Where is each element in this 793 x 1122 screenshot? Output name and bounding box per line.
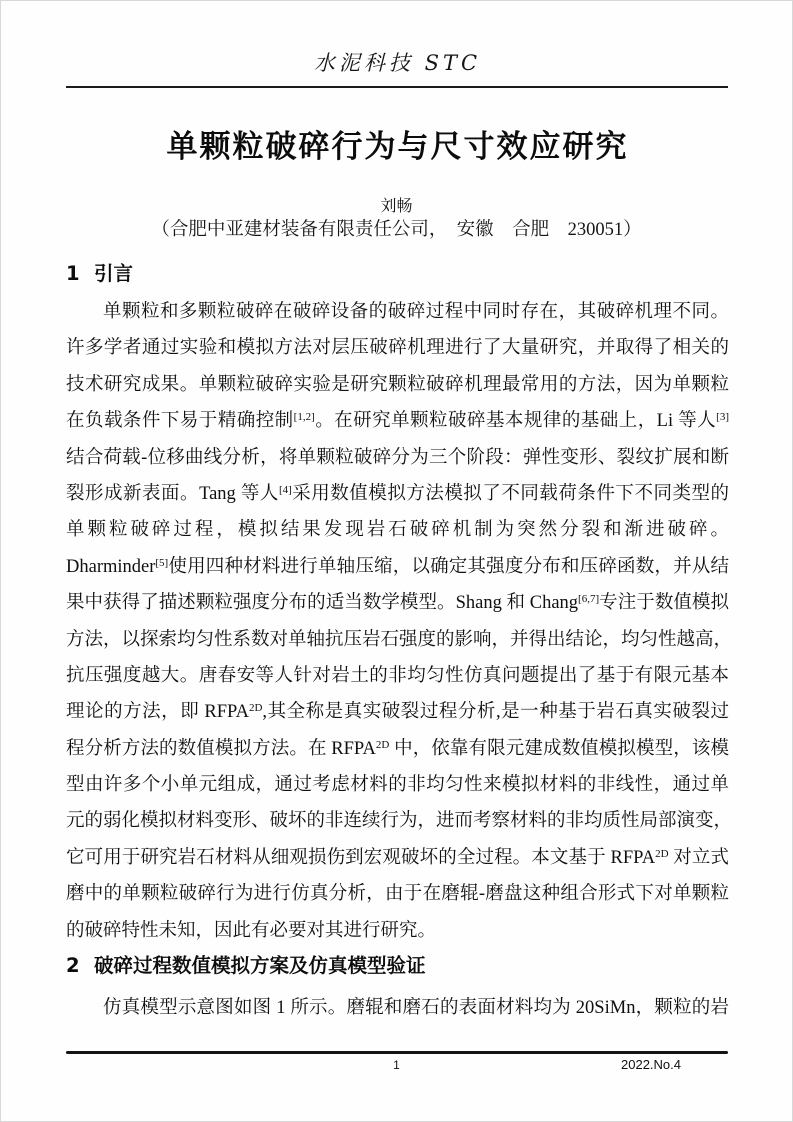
citation-superscript: 2D <box>655 847 669 860</box>
body-line: 方法，以探索均匀性系数对单轴抗压岩石强度的影响，并得出结论，均匀性越高， <box>66 629 733 650</box>
body-line: 理论的方法，即 $RFPA^{2D}$,其全称是真实破裂过程分析,是一种基于岩石真实破裂过 <box>66 702 729 723</box>
author-name: 刘畅 <box>380 198 413 215</box>
body-line: 单颗粒破碎过程，模拟结果发现岩石破碎机制为突然分裂和渐进破碎。 <box>66 520 729 541</box>
body-line: 元的弱化模拟材料变形、破坏的非连续行为，进而考察材料的非均质性局部演变， <box>66 811 733 832</box>
section-number: 2 <box>66 954 80 977</box>
section2-paragraph <box>66 990 729 1026</box>
body-line: 的破碎特性未知，因此有必要对其进行研究。 <box>66 920 437 941</box>
body-line: 抗压强度越大。唐春安等人针对岩土的非均匀性仿真问题提出了基于有限元基本 <box>66 665 729 686</box>
body-line: 型由许多个小单元组成，通过考虑材料的非均匀性来模拟材料的非线性，通过单 <box>66 775 729 796</box>
footer-rule <box>66 1051 728 1054</box>
body-line: 单颗粒和多颗粒破碎在破碎设备的破碎过程中同时存在，其破碎机理不同。 <box>103 302 729 322</box>
body-line: 它可用于研究岩石材料从细观损伤到宏观破坏的全过程。本文基于 $RFPA^{2D}$ 对立式 <box>66 847 729 868</box>
body-line: Dharminder[5]使用四种材料进行单轴压缩，以确定其强度分布和压碎函数，并从结 <box>66 556 729 577</box>
journal-header-title: 水泥科技 STC <box>313 51 482 75</box>
section-heading-1 <box>66 258 729 286</box>
citation-superscript: 2D <box>248 702 263 715</box>
body-line: 程分析方法的数值模拟方法。在 $RFPA^{2D}$ 中，依靠有限元建成数值模拟模型，该模 <box>66 738 729 759</box>
body-line: 裂形成新表面。Tang 等人[4]采用数值模拟方法模拟了不同载荷条件下不同类型的 <box>66 483 729 504</box>
header-rule <box>66 86 728 88</box>
citation-superscript: 2D <box>375 738 390 751</box>
section-title: 引言 <box>94 262 134 285</box>
section-number: 1 <box>66 262 80 285</box>
footer-issue-label: 2022.No.4 <box>621 1057 681 1072</box>
intro-paragraph <box>66 294 733 949</box>
body-line: 在负载条件下易于精确控制[1,2]。在研究单颗粒破碎基本规律的基础上，Li 等人[3] <box>66 411 729 432</box>
author-affiliation: （合肥中亚建材装备有限责任公司， 安徽 合肥 230051） <box>151 220 642 240</box>
section-heading-2 <box>66 950 729 978</box>
body-line: 技术研究成果。单颗粒破碎实验是研究颗粒破碎机理最常用的方法，因为单颗粒 <box>66 374 729 395</box>
body-line: 仿真模型示意图如图 1 所示。磨辊和磨石的表面材料均为 20SiMn，颗粒的岩 <box>103 998 729 1018</box>
citation-superscript: [3] <box>716 411 729 424</box>
citation-superscript: [5] <box>155 556 169 569</box>
body-line: 许多学者通过实验和模拟方法对层压破碎机理进行了大量研究，并取得了相关的 <box>66 338 729 359</box>
citation-superscript: [6,7] <box>578 593 600 606</box>
paper-title: 单颗粒破碎行为与尺寸效应研究 <box>166 129 629 165</box>
footer-page-number: 1 <box>393 1058 400 1072</box>
citation-superscript: [4] <box>278 483 292 496</box>
body-line: 磨中的单颗粒破碎行为进行仿真分析，由于在磨辊-磨盘这种组合形式下对单颗粒 <box>66 884 729 905</box>
citation-superscript: [1,2] <box>293 411 315 424</box>
section-title: 破碎过程数值模拟方案及仿真模型验证 <box>94 954 426 977</box>
body-line: 结合荷载-位移曲线分析，将单颗粒破碎分为三个阶段：弹性变形、裂纹扩展和断 <box>66 447 729 468</box>
body-line: 果中获得了描述颗粒强度分布的适当数学模型。Shang 和 Chang[6,7]专注于数值模拟 <box>66 593 729 614</box>
